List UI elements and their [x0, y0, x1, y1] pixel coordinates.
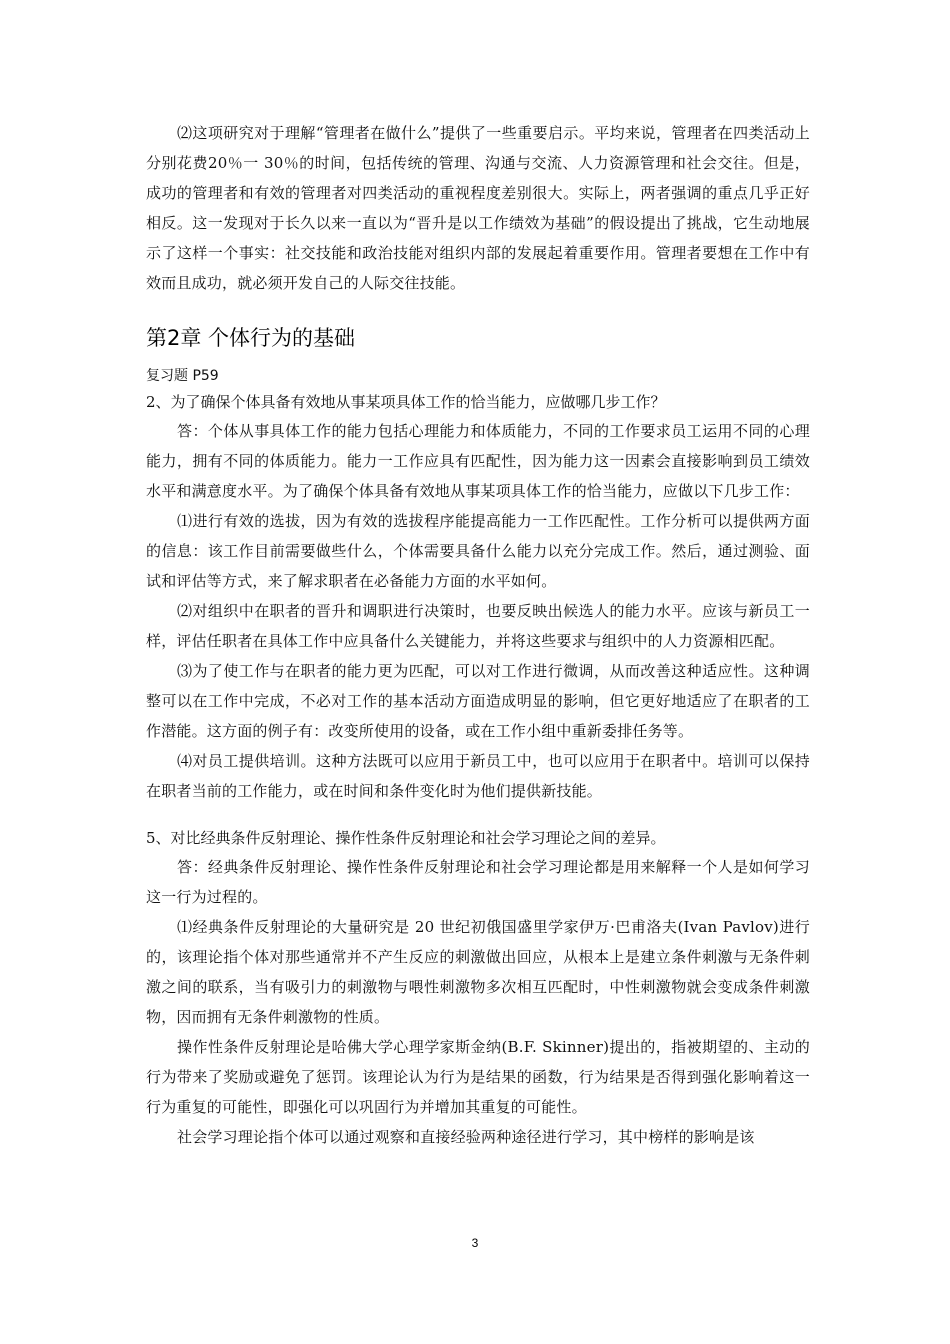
section-gap	[146, 806, 810, 824]
answer-5-classical: ⑴经典条件反射理论的大量研究是 20 世纪初俄国盛里学家伊万·巴甫洛夫(Ivan Pavlov)进行的，该理论指个体对那些通常并不产生反应的刺激做出回应，从根本上是建立条件刺激与无条件刺激之间的联系，当有吸引力的刺激物与喂性刺激物多次相互匹配时，中性刺激物就会变成条件刺激物，因而拥有无条件刺激物的性质。	[146, 918, 810, 1026]
question-2: 2、为了确保个体具备有效地从事某项具体工作的恰当能力，应做哪几步工作？	[146, 393, 666, 411]
question-5: 5、对比经典条件反射理论、操作性条件反射理论和社会学习理论之间的差异。	[146, 829, 666, 847]
answer-2-intro: 答：个体从事具体工作的能力包括心理能力和体质能力，不同的工作要求员工运用不同的心理能力，拥有不同的体质能力。能力一工作应具有匹配性，因为能力这一因素会直接影响到员工绩效水平和满意度水平。为了确保个体具备有效地从事某项具体工作的恰当能力，应做以下几步工作：	[146, 422, 810, 500]
answer-2-step-3: ⑶为了使工作与在职者的能力更为匹配，可以对工作进行微调，从而改善这种适应性。这种调整可以在工作中完成，不必对工作的基本活动方面造成明显的影响，但它更好地适应了在职者的工作潜能。这方面的例子有：改变所使用的设备，或在工作小组中重新委排任务等。	[146, 662, 810, 740]
page-number: 3	[471, 1236, 479, 1250]
answer-2-step-4: ⑷对员工提供培训。这种方法既可以应用于新员工中，也可以应用于在职者中。培训可以保持在职者当前的工作能力，或在时间和条件变化时为他们提供新技能。	[146, 752, 810, 800]
answer-5-social-learning: 社会学习理论指个体可以通过观察和直接经验两种途径进行学习，其中榜样的影响是该	[177, 1128, 755, 1146]
answer-2-step-2: ⑵对组织中在职者的晋升和调职进行决策时，也要反映出候选人的能力水平。应该与新员工一样，评估任职者在具体工作中应具备什么关键能力，并将这些要求与组织中的人力资源相匹配。	[146, 602, 810, 650]
page-content	[146, 118, 810, 1152]
answer-5-operant: 操作性条件反射理论是哈佛大学心理学家斯金纳(B.F. Skinner)提出的，指被期望的、主动的行为带来了奖励或避免了惩罚。该理论认为行为是结果的函数，行为结果是否得到强化影响着这一行为重复的可能性，即强化可以巩固行为并增加其重复的可能性。	[146, 1038, 810, 1116]
answer-2-step-1: ⑴进行有效的选拔，因为有效的选拔程序能提高能力一工作匹配性。工作分析可以提供两方面的信息：该工作目前需要做些什么，个体需要具备什么能力以充分完成工作。然后，通过测验、面试和评估等方式，来了解求职者在必备能力方面的水平如何。	[146, 512, 810, 590]
review-questions-label: 复习题 P59	[146, 368, 219, 384]
answer-5-intro: 答：经典条件反射理论、操作性条件反射理论和社会学习理论都是用来解释一个人是如何学习这一行为过程的。	[146, 858, 810, 906]
chapter-heading: 第2章 个体行为的基础	[146, 326, 356, 350]
paragraph-management-findings: ⑵这项研究对于理解“管理者在做什么”提供了一些重要启示。平均来说，管理者在四类活动上分别花费20％一 30％的时间，包括传统的管理、沟通与交流、人力资源管理和社会交往。但是，成功的管理者和有效的管理者对四类活动的重视程度差别很大。实际上，两者强调的重点几乎正好相反。这一发现对于长久以来一直以为“晋升是以工作绩效为基础”的假设提出了挑战，它生动地展示了这样一个事实：社交技能和政治技能对组织内部的发展起着重要作用。管理者要想在工作中有效而且成功，就必须开发自己的人际交往技能。	[146, 124, 810, 292]
